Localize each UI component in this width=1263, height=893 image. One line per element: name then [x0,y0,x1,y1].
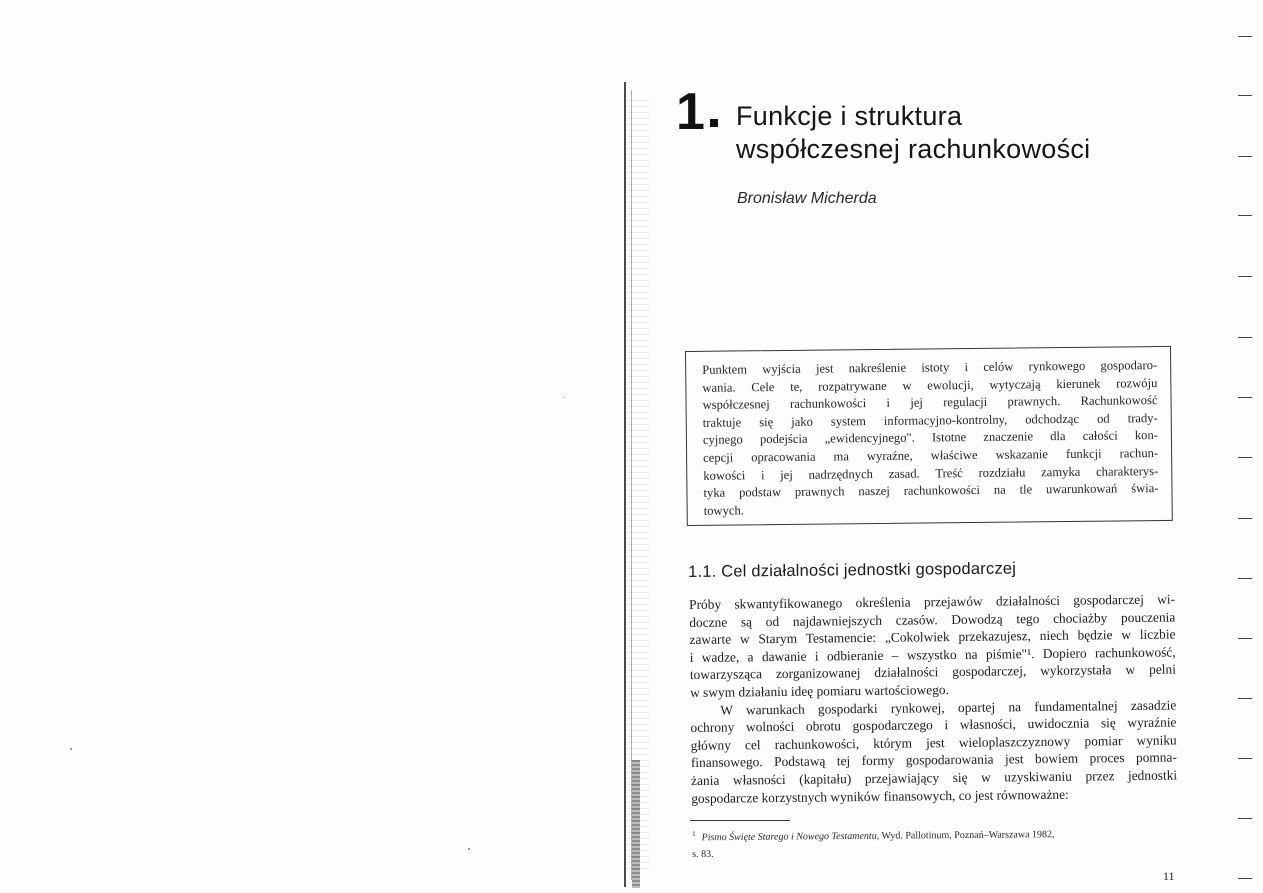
body-line: zawarte w Starym Testamencie: „Cokolwiek przekazujesz, niech będzie w liczbie [689,626,1176,648]
body-line: żania własności (kapitału) przejawiający się w uzyskiwaniu przez jednostki [691,767,1178,788]
footnote [692,822,1176,864]
page-edge-mark [1238,698,1252,699]
page-edge-mark [1238,36,1252,37]
abstract-line: wania. Cele te, rozpatrywane w ewolucji, wytyczają kierunek rozwóju [702,375,1158,395]
abstract-line: traktuje się jako system informacyjno-kontrolny, odchodząc od trady- [702,410,1158,430]
body-line: główny cel rachunkowości, którym jest wieloplaszczyznowy pomiar wyniku [690,732,1177,753]
footnote-rule [690,820,790,821]
page-edge-mark [1238,95,1252,96]
chapter-title-line: Funkcje i struktura [736,101,963,131]
footnote-source-title: Pismo Święte Starego i Nowego Testamentu, [701,830,880,844]
page-edge-mark [1238,578,1252,579]
chapter-title-line: współczesnej rachunkowości [736,134,1091,164]
page-edge-mark [1238,397,1252,398]
page-edge-mark [1238,878,1252,879]
abstract-line: cepcji opracowania ma wyraźne, właściwe wskazanie funkcji rachun- [703,446,1159,465]
scan-speck [468,848,470,850]
body-line: gospodarcze korzystnych wyników finansowych, co jest równoważne: [691,786,1069,806]
abstract-line: towych. [703,503,744,518]
abstract-line: Punktem wyjścia jest nakreślenie istoty i celów rynkowego gospodaro- [702,358,1158,377]
body-line: Próby skwantyfikowanego określenia przejawów działalności gospodarczej wi- [689,591,1176,612]
binding-gutter-dark [632,760,640,888]
author-name: Bronisław Micherda [737,190,877,207]
abstract-line: współczesnej rachunkowości i jej regulacji prawnych. Rachunkowość [702,393,1158,413]
binding-gutter-texture [627,100,649,870]
page-edge-mark [1238,638,1252,639]
page-edge-mark [1238,276,1252,277]
body-line: ochrony wolności obrotu gospodarczego i własności, uwidocznia się wyraźnie [690,714,1177,736]
footnote-publisher: Wyd. Pallotinum, Poznań–Warszawa 1982, [879,829,1055,842]
body-line: i wadze, a dawanie i odbieranie – wszystko na piśmie"¹. Dopiero rachunkowość, [689,644,1176,665]
page-edge-mark [1238,337,1252,338]
section-body-text [689,590,1177,807]
abstract-line: kowości i jej nadrzędnych zasad. Treść rozdziału zamyka charakterys- [703,463,1159,483]
body-line: doczne są od najdawniejszych czasów. Dowodzą tego chociażby pouczenia [689,609,1176,630]
page-edge-mark [1238,818,1252,819]
chapter-bullet [710,119,718,127]
body-line: W warunkach gospodarki rynkowej, opartej na fundamentalnej zasadzie [720,697,1177,718]
abstract-line: tyka podstaw prawnych naszej rachunkowości na tle uwarunkowań świa- [703,481,1159,500]
page-edge-mark [1238,215,1252,216]
page-edge-mark [1238,518,1252,519]
page-edge-mark [1238,457,1252,458]
chapter-number: 1 [676,83,705,141]
body-line: finansowego. Podstawą tej formy gospodarowania jest bowiem proces pomna- [690,749,1177,771]
binding-gutter-line [624,82,626,887]
scan-speck [563,397,564,398]
section-heading: 1.1. Cel działalności jednostki gospodarczej [688,559,1017,581]
abstract-text [702,357,1159,520]
chapter-abstract-box [685,346,1173,526]
scan-speck [70,748,72,750]
footnote-continuation: s. 83. [692,849,714,861]
abstract-line: cyjnego podejścia „ewidencyjnego". Istotne znaczenie dla całości kon- [702,428,1158,448]
chapter-title [736,100,1206,166]
body-line: towarzysząca zorganizowanej działalności gospodarczej, wykorzystała w pelni [689,661,1176,683]
page-edge-mark [1238,758,1252,759]
page-number: 11 [1163,869,1175,883]
footnote-ref: 1 [692,829,696,838]
body-line: w swym działaniu ideę pomiaru wartościowego. [690,682,949,700]
page-edge-mark [1238,156,1252,157]
